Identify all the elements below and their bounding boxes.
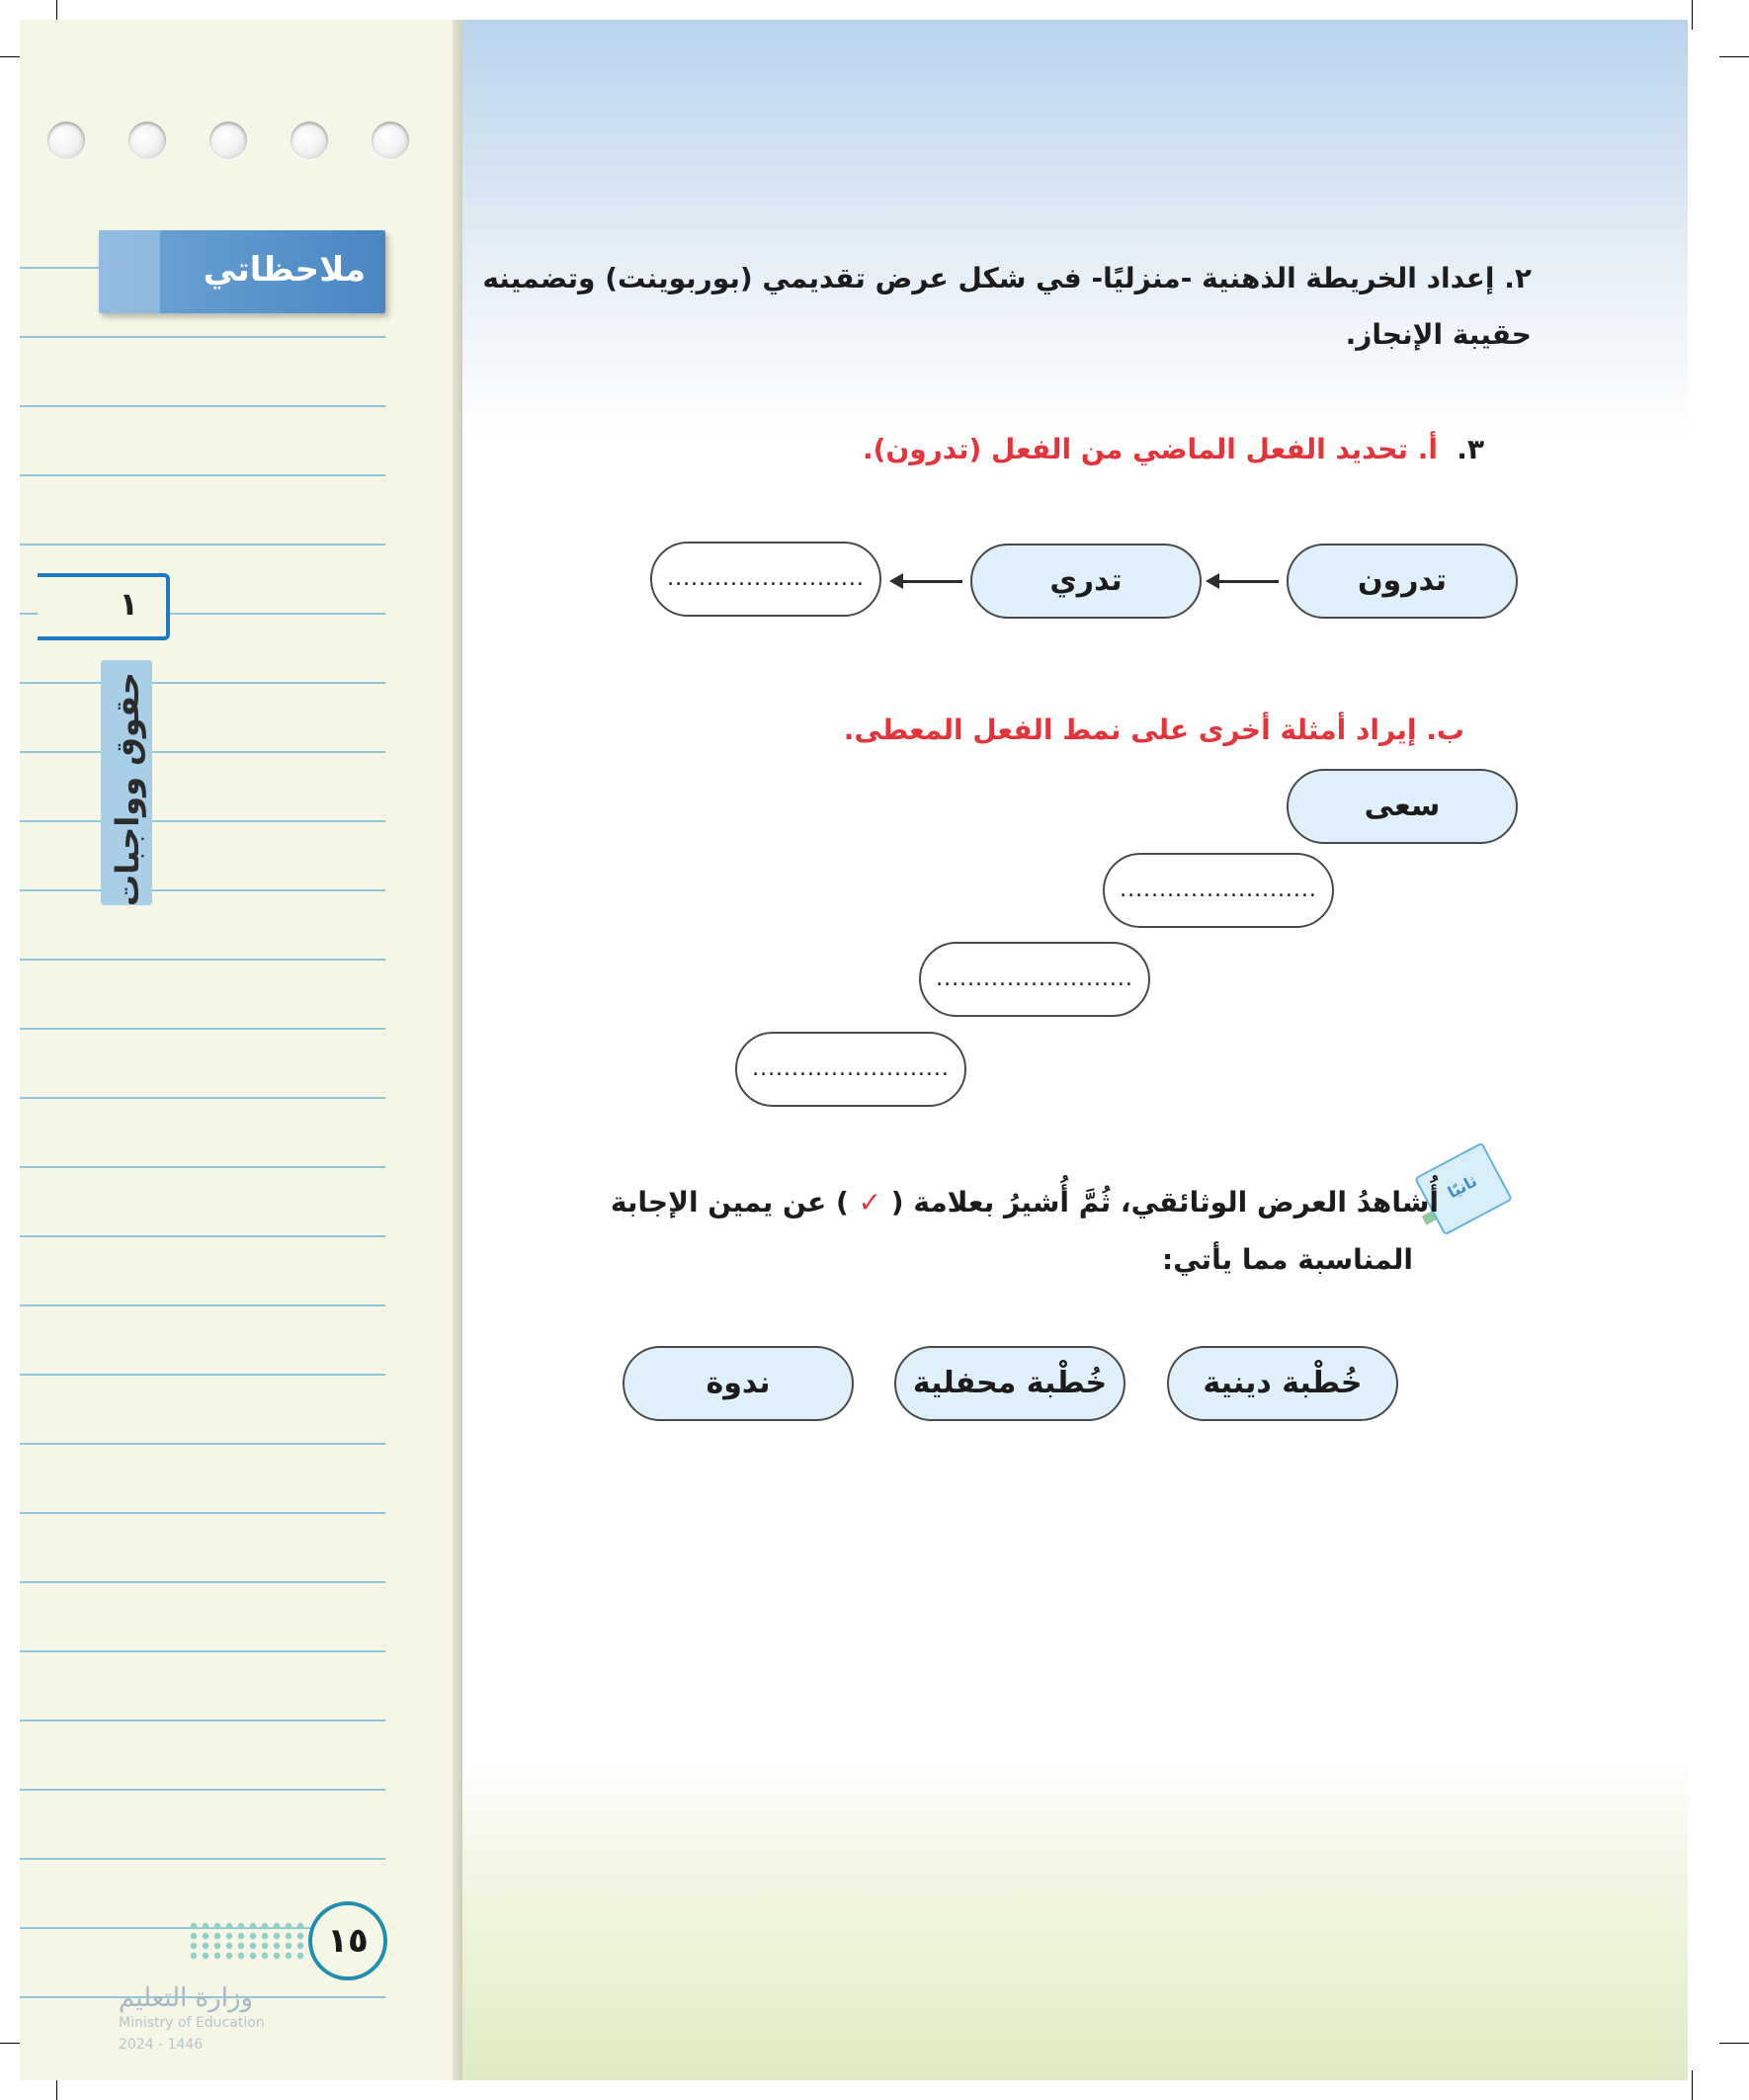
notes-title: ملاحظاتي (203, 250, 366, 290)
panel-edge (453, 20, 462, 2080)
ruled-line (20, 1166, 385, 1168)
ruled-line (20, 405, 385, 407)
ruled-line (20, 959, 385, 961)
ruled-line (20, 1028, 385, 1030)
page-number: ١٥ (308, 1901, 387, 1980)
ruled-line (20, 751, 385, 753)
instruction-part-1: أُشاهدُ العرض الوثائقي، ثُمَّ أُشيرُ بعلامة ( (890, 1186, 1439, 1218)
unit-title: حقوق وواجبات (109, 672, 146, 906)
option-seminar[interactable]: ندوة (623, 1346, 854, 1421)
item-3a-heading: أ. تحديد الفعل الماضي من الفعل (تدرون). (862, 433, 1438, 465)
instruction-part-2: ) عن يمين الإجابة (610, 1186, 849, 1218)
section-two-badge: ثانيًا (1414, 1142, 1513, 1236)
item-3-number: ٣. (1457, 433, 1484, 465)
item-3b-heading: ب. إيراد أمثلة أخرى على نمط الفعل المعطى. (843, 714, 1464, 746)
ruled-line (20, 1858, 385, 1860)
ruled-line (20, 1650, 385, 1652)
ruled-line (20, 820, 385, 822)
binder-ring-icon (372, 122, 409, 159)
example-blank-1[interactable]: ......................... (1103, 853, 1334, 928)
crop-mark (1692, 2070, 1693, 2100)
ruled-line (20, 1789, 385, 1791)
unit-number: ١ (119, 585, 138, 623)
crop-mark (1719, 2043, 1749, 2044)
ruled-line (20, 682, 385, 684)
chain-arrow-icon (1217, 580, 1279, 583)
ruled-line (20, 1443, 385, 1445)
option-ceremonial-sermon[interactable]: خُطْبة محفلية (894, 1346, 1125, 1421)
binder-ring-icon (291, 122, 328, 159)
ruled-line (20, 474, 385, 476)
binder-ring-icon (209, 122, 247, 159)
check-mark-icon: ✓ (858, 1186, 882, 1218)
ruled-line (20, 1304, 385, 1306)
ruled-line (20, 1720, 385, 1722)
tab-stripe (99, 230, 160, 313)
unit-title-tab (101, 660, 152, 905)
unit-number-box (38, 573, 170, 640)
chain-arrow-icon (901, 580, 962, 583)
ruled-line (20, 336, 385, 338)
chain-verb-stem: تدري (970, 544, 1202, 619)
instruction-line-1 (611, 1186, 1439, 1218)
ruled-line (20, 1581, 385, 1583)
notes-panel (20, 20, 462, 2080)
notes-header-tab (99, 230, 385, 313)
chain-answer-blank[interactable]: ......................... (650, 542, 881, 617)
ministry-name: وزارة التعليم (119, 1983, 254, 2013)
example-verb: سعى (1287, 769, 1518, 844)
ministry-logo-icon (188, 1921, 306, 1961)
item-2-line-1: ٢. إعداد الخريطة الذهنية -منزليًا- في شكل عرض تقديمي (بوربوينت) وتضمينه (482, 262, 1532, 294)
crop-mark (1692, 0, 1693, 30)
ruled-line (20, 544, 385, 546)
crop-mark (1719, 56, 1749, 57)
example-blank-2[interactable]: ......................... (919, 942, 1150, 1017)
instruction-line-2: المناسبة مما يأتي: (1162, 1243, 1413, 1276)
item-2-line-2: حقيبة الإنجاز. (1345, 318, 1532, 351)
binder-ring-icon (47, 122, 85, 159)
binder-ring-icon (128, 122, 166, 159)
chain-verb-present: تدرون (1287, 544, 1518, 619)
option-religious-sermon[interactable]: خُطْبة دينية (1167, 1346, 1398, 1421)
ruled-line (20, 1374, 385, 1376)
ruled-line (20, 1235, 385, 1237)
example-blank-3[interactable]: ......................... (735, 1032, 966, 1107)
ministry-year: 2024 - 1446 (119, 2037, 204, 2053)
ruled-line (20, 889, 385, 891)
ministry-name-en: Ministry of Education (119, 2015, 265, 2031)
ruled-line (20, 1512, 385, 1514)
ruled-line (20, 1097, 385, 1099)
